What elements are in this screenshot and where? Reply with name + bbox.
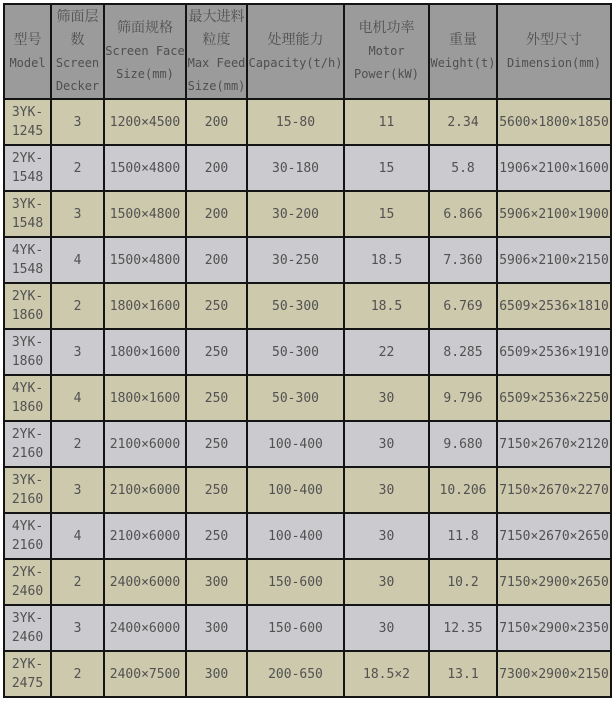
table-cell: 50-300 — [247, 375, 344, 421]
table-cell: 9.680 — [429, 421, 497, 467]
table-cell: 1500×4800 — [104, 237, 186, 283]
table-cell: 18.5 — [344, 237, 429, 283]
table-cell: 150-600 — [247, 605, 344, 651]
table-cell: 4YK-2160 — [4, 513, 51, 559]
table-cell: 150-600 — [247, 559, 344, 605]
table-cell: 22 — [344, 329, 429, 375]
table-cell: 6509×2536×2250 — [497, 375, 611, 421]
table-cell: 2100×6000 — [104, 421, 186, 467]
table-cell: 2100×6000 — [104, 467, 186, 513]
table-cell: 100-400 — [247, 513, 344, 559]
column-header-4 — [186, 4, 247, 99]
table-cell: 1500×4800 — [104, 191, 186, 237]
table-row-4YK-1860 — [4, 375, 611, 421]
table-cell: 250 — [186, 467, 247, 513]
table-cell: 6.866 — [429, 191, 497, 237]
table-cell: 300 — [186, 605, 247, 651]
table-cell: 100-400 — [247, 421, 344, 467]
table-cell: 2 — [51, 559, 104, 605]
column-header-1 — [4, 4, 51, 99]
table-cell: 6.769 — [429, 283, 497, 329]
table-cell: 5600×1800×1850 — [497, 99, 611, 145]
table-row-4YK-2160 — [4, 513, 611, 559]
table-cell: 250 — [186, 375, 247, 421]
table-cell: 2400×6000 — [104, 559, 186, 605]
header-row — [4, 4, 611, 99]
table-cell: 7150×2670×2270 — [497, 467, 611, 513]
table-cell: 3 — [51, 605, 104, 651]
table-row-3YK-1860 — [4, 329, 611, 375]
table-cell: 2100×6000 — [104, 513, 186, 559]
table-cell: 8.285 — [429, 329, 497, 375]
table-cell: 10.2 — [429, 559, 497, 605]
table-cell: 15-80 — [247, 99, 344, 145]
table-cell: 7300×2900×2150 — [497, 651, 611, 697]
table-cell: 1800×1600 — [104, 375, 186, 421]
table-cell: 3 — [51, 467, 104, 513]
column-header-en-label: Screen Face Size(mm) — [105, 44, 185, 81]
table-cell: 250 — [186, 329, 247, 375]
table-cell: 3 — [51, 329, 104, 375]
table-cell: 300 — [186, 651, 247, 697]
column-header-zh-label: 筛面层数 — [56, 8, 99, 48]
table-cell: 11 — [344, 99, 429, 145]
table-row-3YK-1548 — [4, 191, 611, 237]
column-header-en-label: Capacity(t/h) — [248, 55, 343, 70]
table-cell: 3YK-1245 — [4, 99, 51, 145]
column-header-3 — [104, 4, 186, 99]
table-cell: 18.5×2 — [344, 651, 429, 697]
table-cell: 3 — [51, 191, 104, 237]
table-cell: 30-180 — [247, 145, 344, 191]
table-cell: 30 — [344, 467, 429, 513]
table-cell: 5906×2100×2150 — [497, 237, 611, 283]
table-cell: 10.206 — [429, 467, 497, 513]
table-cell: 200 — [186, 191, 247, 237]
column-header-en-label: Model — [9, 55, 46, 70]
table-body — [4, 99, 611, 697]
table-cell: 6509×2536×1810 — [497, 283, 611, 329]
table-cell: 30 — [344, 421, 429, 467]
table-cell: 7150×2900×2350 — [497, 605, 611, 651]
table-cell: 2YK-2475 — [4, 651, 51, 697]
column-header-8 — [497, 4, 611, 99]
table-cell: 250 — [186, 283, 247, 329]
table-cell: 4 — [51, 513, 104, 559]
table-cell: 2400×7500 — [104, 651, 186, 697]
table-cell: 2YK-2460 — [4, 559, 51, 605]
table-row-3YK-2160 — [4, 467, 611, 513]
table-cell: 2YK-1860 — [4, 283, 51, 329]
table-cell: 200 — [186, 145, 247, 191]
table-row-3YK-1245 — [4, 99, 611, 145]
column-header-en-label: Screen Decker — [55, 55, 100, 93]
table-cell: 2 — [51, 283, 104, 329]
column-header-en-label: Max Feed Size(mm) — [187, 55, 246, 93]
column-header-zh-label: 筛面规格 — [117, 20, 173, 36]
table-cell: 30-250 — [247, 237, 344, 283]
column-header-zh-label: 处理能力 — [267, 31, 324, 48]
table-cell: 4YK-1860 — [4, 375, 51, 421]
table-cell: 30-200 — [247, 191, 344, 237]
table-cell: 30 — [344, 513, 429, 559]
table-cell: 200 — [186, 237, 247, 283]
table-cell: 3YK-1860 — [4, 329, 51, 375]
column-header-en-label: Motor Power(kW) — [353, 44, 420, 81]
table-cell: 2 — [51, 651, 104, 697]
table-cell: 13.1 — [429, 651, 497, 697]
table-cell: 200-650 — [247, 651, 344, 697]
table-header — [4, 4, 611, 99]
table-cell: 9.796 — [429, 375, 497, 421]
table-cell: 200 — [186, 99, 247, 145]
table-cell: 4 — [51, 237, 104, 283]
table-cell: 5906×2100×1900 — [497, 191, 611, 237]
table-row-2YK-2475 — [4, 651, 611, 697]
table-row-3YK-2460 — [4, 605, 611, 651]
table-cell: 30 — [344, 375, 429, 421]
table-cell: 15 — [344, 145, 429, 191]
column-header-en-label: Weight(t) — [430, 55, 496, 70]
table-cell: 2400×6000 — [104, 605, 186, 651]
table-cell: 250 — [186, 421, 247, 467]
table-row-2YK-2460 — [4, 559, 611, 605]
column-header-2 — [51, 4, 104, 99]
table-cell: 18.5 — [344, 283, 429, 329]
table-cell: 7150×2670×2120 — [497, 421, 611, 467]
table-cell: 250 — [186, 513, 247, 559]
column-header-zh-label: 最大进料粒度 — [188, 8, 245, 48]
table-cell: 12.35 — [429, 605, 497, 651]
table-cell: 7150×2900×2650 — [497, 559, 611, 605]
column-header-zh-label: 型号 — [13, 31, 42, 48]
column-header-zh-label: 外型尺寸 — [526, 31, 582, 48]
table-cell: 30 — [344, 559, 429, 605]
column-header-6 — [344, 4, 429, 99]
table-cell: 50-300 — [247, 329, 344, 375]
column-header-7 — [429, 4, 497, 99]
table-row-2YK-2160 — [4, 421, 611, 467]
column-header-5 — [247, 4, 344, 99]
table-row-2YK-1548 — [4, 145, 611, 191]
table-cell: 7.360 — [429, 237, 497, 283]
column-header-zh-label: 电机功率 — [358, 20, 415, 36]
table-cell: 3 — [51, 99, 104, 145]
table-row-4YK-1548 — [4, 237, 611, 283]
table-cell: 100-400 — [247, 467, 344, 513]
table-cell: 1200×4500 — [104, 99, 186, 145]
table-cell: 30 — [344, 605, 429, 651]
table-cell: 2 — [51, 145, 104, 191]
vibrating-screen-spec-table — [3, 3, 612, 698]
table-cell: 6509×2536×1910 — [497, 329, 611, 375]
table-cell: 50-300 — [247, 283, 344, 329]
table-row-2YK-1860 — [4, 283, 611, 329]
table-cell: 300 — [186, 559, 247, 605]
table-cell: 4 — [51, 375, 104, 421]
table-cell: 2.34 — [429, 99, 497, 145]
column-header-zh-label: 重量 — [449, 31, 477, 48]
table-cell: 7150×2670×2650 — [497, 513, 611, 559]
column-header-en-label: Dimension(mm) — [507, 55, 601, 70]
table-cell: 15 — [344, 191, 429, 237]
table-cell: 3YK-2160 — [4, 467, 51, 513]
table-cell: 1800×1600 — [104, 329, 186, 375]
table-cell: 2 — [51, 421, 104, 467]
table-cell: 2YK-2160 — [4, 421, 51, 467]
table-cell: 3YK-2460 — [4, 605, 51, 651]
table-cell: 11.8 — [429, 513, 497, 559]
table-cell: 1906×2100×1600 — [497, 145, 611, 191]
table-cell: 2YK-1548 — [4, 145, 51, 191]
table-cell: 5.8 — [429, 145, 497, 191]
table-cell: 4YK-1548 — [4, 237, 51, 283]
table-cell: 3YK-1548 — [4, 191, 51, 237]
table-cell: 1800×1600 — [104, 283, 186, 329]
table-cell: 1500×4800 — [104, 145, 186, 191]
